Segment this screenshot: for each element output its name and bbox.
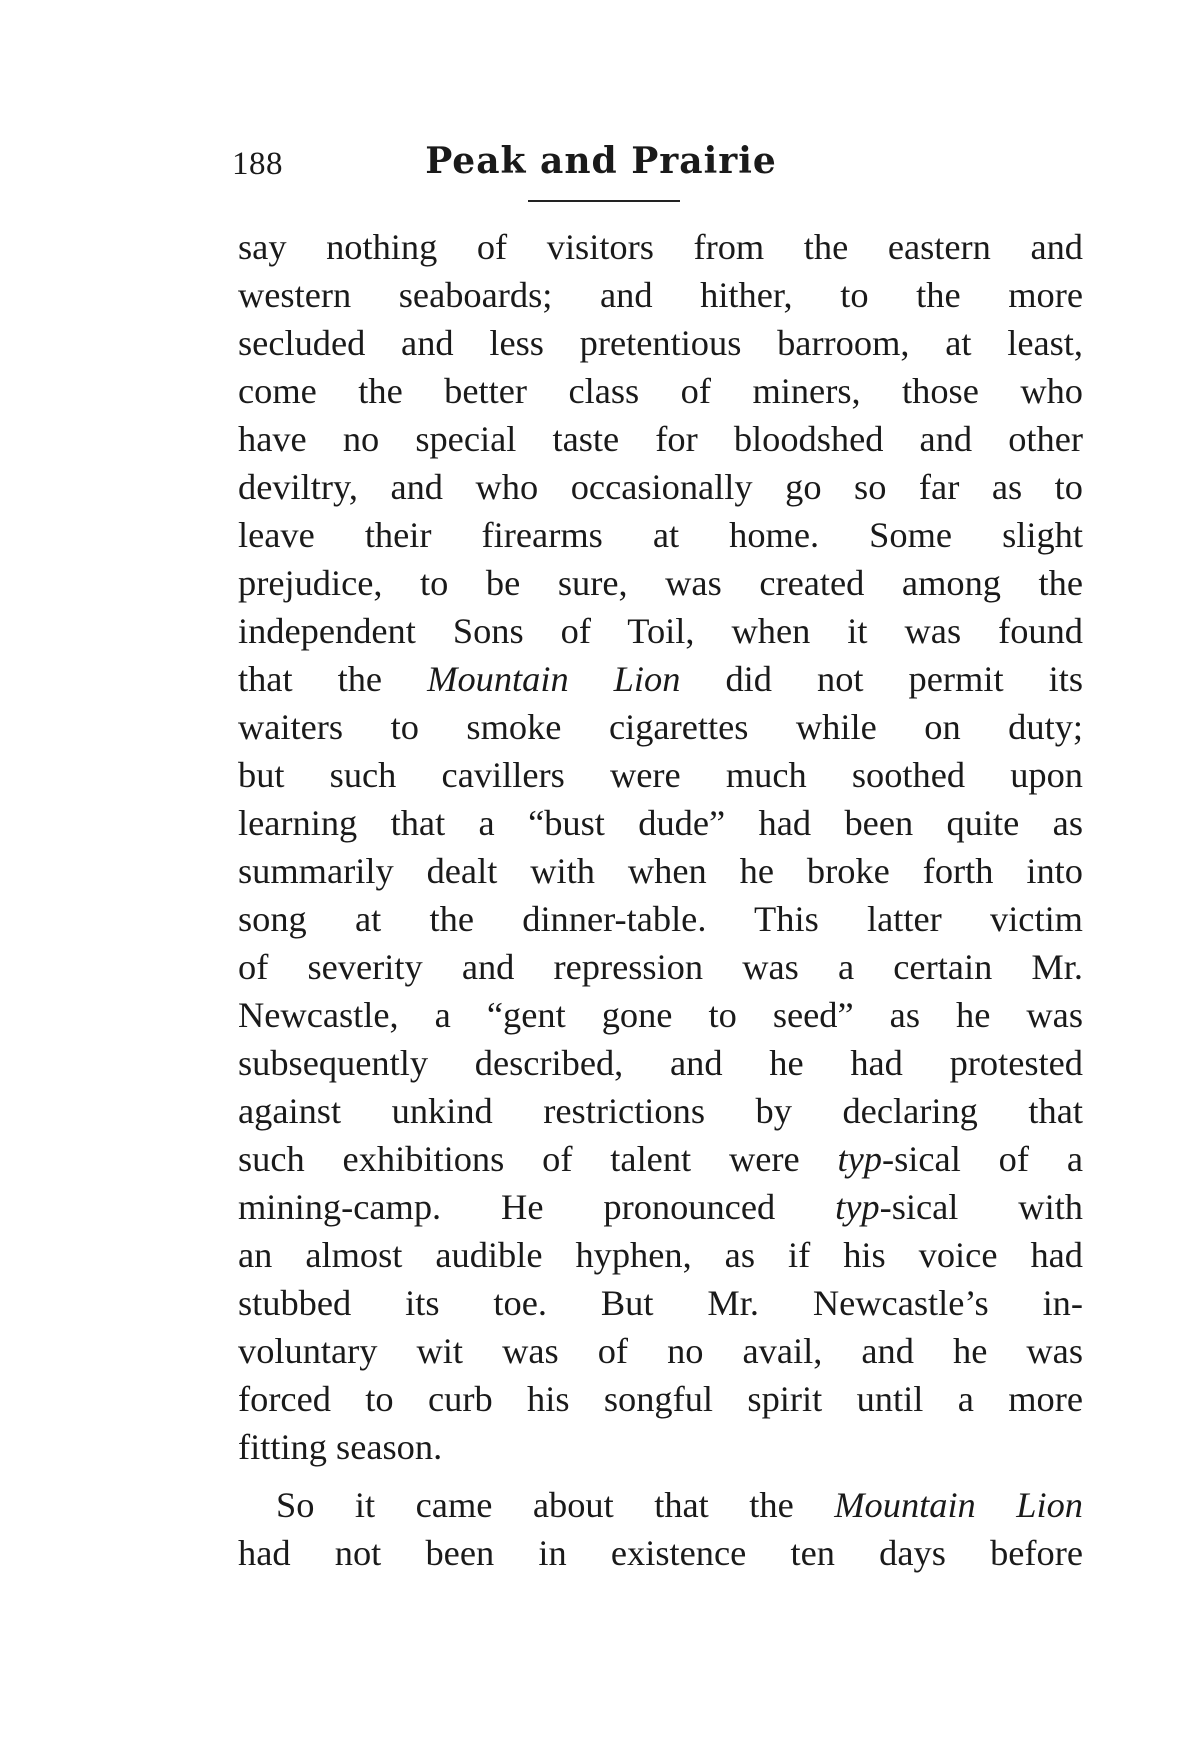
text-segment: that the [238,659,428,699]
text-line [238,319,1083,367]
text-segment: summarily dealt with when he broke forth into [238,851,1083,891]
text-segment: leave their firearms at home. Some slight [238,515,1083,555]
paragraph [238,223,1083,1471]
text-line [238,463,1083,511]
text-line [238,223,1083,271]
text-segment: song at the dinner-table. This latter victim [238,899,1083,939]
text-line [238,607,1083,655]
text-segment: come the better class of miners, those who [238,371,1083,411]
text-segment: learning that a “bust dude” had been quite as [238,803,1083,843]
text-line [238,943,1083,991]
italic-text: typ [837,1139,883,1179]
text-segment: stubbed its toe. But Mr. Newcastle’s in- [238,1283,1083,1323]
text-line [238,1087,1083,1135]
text-line [238,751,1083,799]
text-line [238,1375,1083,1423]
text-line [238,367,1083,415]
text-line [238,1039,1083,1087]
text-line [238,1279,1083,1327]
text-segment: independent Sons of Toil, when it was found [238,611,1083,651]
text-segment: an almost audible hyphen, as if his voice had [238,1235,1083,1275]
text-line [238,655,1083,703]
text-line [238,991,1083,1039]
text-segment: but such cavillers were much soothed upon [238,755,1083,795]
paragraph [238,1481,1083,1577]
text-segment: did not permit its [680,659,1083,699]
text-segment: -sical of a [882,1139,1083,1179]
text-segment: -sical with [879,1187,1083,1227]
running-title: Peak and Prairie [425,140,777,182]
text-segment: such exhibitions of talent were [238,1139,838,1179]
text-line [238,895,1083,943]
text-segment: Newcastle, a “gent gone to seed” as he was [238,995,1083,1035]
text-line [238,847,1083,895]
text-line [238,1481,1083,1529]
text-line [238,1135,1083,1183]
text-segment: forced to curb his songful spirit until a more [238,1379,1083,1419]
text-line [238,1423,1083,1471]
text-segment: secluded and less pretentious barroom, at least, [238,323,1083,363]
text-segment: subsequently described, and he had protested [238,1043,1083,1083]
text-segment: fitting season. [238,1427,443,1467]
title-rule [528,200,680,202]
italic-text: Mountain Lion [427,659,681,699]
text-segment: mining-camp. He pronounced [238,1187,836,1227]
text-segment: say nothing of visitors from the eastern and [238,227,1083,267]
text-segment: of severity and repression was a certain Mr. [238,947,1083,987]
text-line [238,703,1083,751]
text-line [238,415,1083,463]
text-line [238,271,1083,319]
italic-text: typ [835,1187,880,1227]
text-segment: deviltry, and who occasionally go so far as to [238,467,1083,507]
text-segment: have no special taste for bloodshed and other [238,419,1083,459]
text-segment: So it came about that the [276,1485,835,1525]
text-segment: western seaboards; and hither, to the more [238,275,1083,315]
text-line [238,511,1083,559]
text-segment: against unkind restrictions by declaring that [238,1091,1083,1131]
text-segment: had not been in existence ten days before [238,1533,1083,1573]
text-segment: prejudice, to be sure, was created among the [238,563,1083,603]
text-line [238,1529,1083,1577]
page-number: 188 [232,146,283,182]
text-line [238,1327,1083,1375]
body-text [238,223,1083,1577]
text-line [238,559,1083,607]
text-segment: voluntary wit was of no avail, and he was [238,1331,1083,1371]
text-line [238,799,1083,847]
italic-text: Mountain Lion [834,1485,1083,1525]
text-line [238,1231,1083,1279]
text-segment: waiters to smoke cigarettes while on duty; [238,707,1083,747]
text-line [238,1183,1083,1231]
